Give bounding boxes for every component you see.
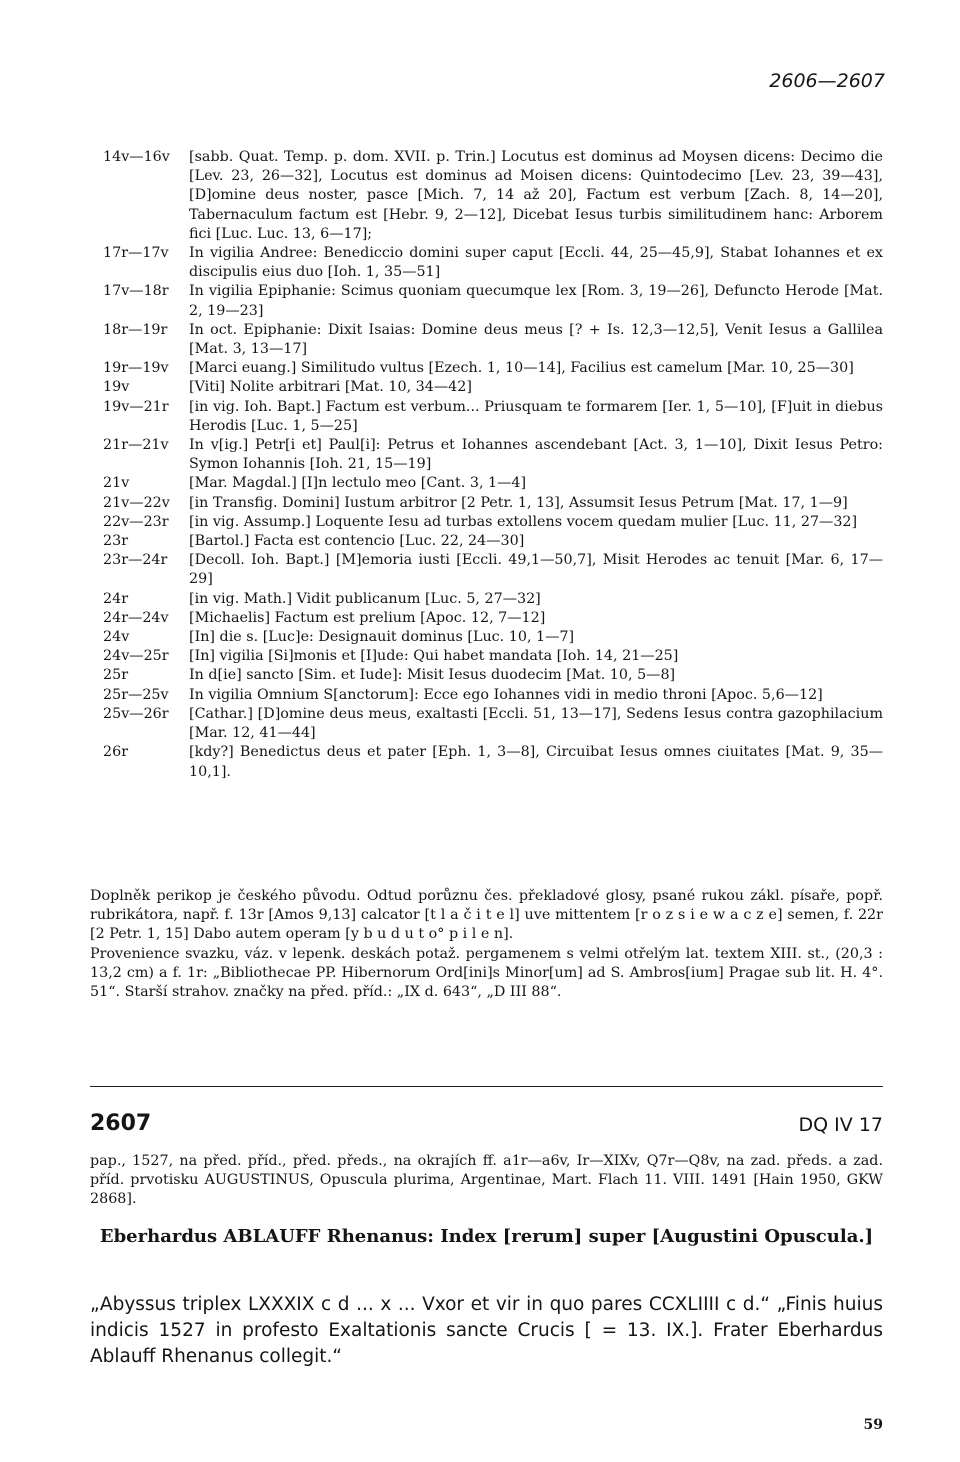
pericope-entry: [103, 321, 883, 359]
pericope-text: [Marci euang.] Similitudo vultus [Ezech. 1, 10—14], Facilius est camelum [Mar. 10, 25—30]: [189, 360, 854, 377]
pericope-entry: [103, 244, 883, 282]
pericope-entry: [103, 532, 883, 551]
pericope-entry: [103, 666, 883, 685]
pericope-entry: [103, 647, 883, 666]
provenance-note: Provenience svazku, váz. v lepenk. deskách potaž. pergamenem s velmi otřelým lat. textem XIII. st., (20,3 : 13,2 cm) a f. 1r: „Bibliothecae PP. Hibernorum Ord[ini]s Minor[um] ad S. Ambros[ium] Pragae sub lit. H. 4°. 51“. Starší strahov. značky na před. příd.: „IX d. 643“, „D III 88“.: [90, 945, 883, 1001]
folio-range: 21v—22v: [103, 494, 170, 511]
pericope-text: [in vig. Math.] Vidit publicanum [Luc. 5, 27—32]: [189, 590, 541, 607]
folio-range: 24r: [103, 590, 129, 607]
pericope-entry: [103, 436, 883, 474]
pericope-list: [103, 148, 883, 782]
pericope-entry: [103, 378, 883, 397]
pericope-entry: [103, 398, 883, 436]
pericope-entry: [103, 705, 883, 743]
folio-range: 19v—21r: [103, 398, 169, 415]
record-number: 2607: [90, 1111, 152, 1136]
folio-range: 14v—16v: [103, 149, 170, 165]
folio-range: 21r—21v: [103, 437, 169, 454]
pericope-text: [in Transfig. Domini] Iustum arbitror [2 Petr. 1, 13], Assumsit Iesus Petrum [Mat. 17, 1—9]: [189, 494, 848, 511]
folio-range: 23r—24r: [103, 552, 168, 569]
pericope-text: [sabb. Quat. Temp. p. dom. XVII. p. Trin.] Locutus est dominus ad Moysen dicens: Decimo die [Lev. 23, 26—32], Locutus est dominus ad Moisen dicens: Quintodecimo [Lev. 23, 39—43], [D]omine deus noster, pasce [Mich. 7, 14 až 20], Factum est verbum [Zach. 8, 14—20], Tabernaculum factum est [Hebr. 9, 2—12], Dicebat Iesus turbis similitudinem hanc: Arborem fici [Luc. Luc. 13, 6—17];: [189, 149, 883, 242]
folio-range: 24v: [103, 629, 130, 646]
incipit-text: „Abyssus triplex LXXXIX c d ... x ... Vxor et vir in quo pares CCXLIIII c d.“ „Finis huius indicis 1527 in profesto Exaltationis sancte Crucis [ = 13. IX.]. Frater Eberhardus Ablauff Rhenanus collegit.“: [90, 1294, 883, 1367]
folio-range: 17r—17v: [103, 245, 169, 262]
pericope-entry: [103, 628, 883, 647]
pericope-text: [In] vigilia [Si]monis et [I]ude: Qui habet mandata [Ioh. 14, 21—25]: [189, 648, 679, 665]
notes-section: [90, 887, 883, 1002]
pericope-text: [kdy?] Benedictus deus et pater [Eph. 1, 3—8], Circuibat Iesus omnes ciuitates [Mat. 9, 35—10,1].: [189, 744, 883, 780]
pericope-entry: [103, 359, 883, 378]
pericope-entry: [103, 282, 883, 320]
folio-range: 18r—19r: [103, 321, 168, 338]
pericope-text: In v[ig.] Petr[i et] Paul[i]: Petrus et Iohannes ascendebant [Act. 3, 1—10], Dixit Iesus Petro: Symon Iohannis [Ioh. 21, 15—19]: [189, 437, 883, 473]
pericope-entry: [103, 686, 883, 705]
physical-description: pap., 1527, na před. příd., před. předs., na okrajích ff. a1r—a6v, Ir—XIXv, Q7r—Q8v, na zad. předs. a zad. příd. prvotisku AUGUSTINUS, Opuscula plurima, Argentinae, Mart. Flach 11. VIII. 1491 [Hain 1950, GKW 2868].: [90, 1153, 883, 1208]
pericope-text: [Mar. Magdal.] [I]n lectulo meo [Cant. 3, 1—4]: [189, 475, 527, 492]
page-number: 59: [863, 1417, 883, 1433]
pericope-entry: [103, 590, 883, 609]
pericope-text: [in vig. Ioh. Bapt.] Factum est verbum... Priusquam te formarem [Ier. 1, 5—10], [F]uit in diebus Herodis [Luc. 1, 5—25]: [189, 398, 883, 434]
pericope-text: In d[ie] sancto [Sim. et Iude]: Misit Iesus duodecim [Mat. 10, 5—8]: [189, 667, 676, 684]
folio-range: 17v—18r: [103, 283, 169, 300]
section-divider: [90, 1086, 883, 1087]
pericope-entry: [103, 743, 883, 781]
running-head: 2606—2607: [769, 70, 885, 92]
pericope-text: [Michaelis] Factum est prelium [Apoc. 12, 7—12]: [189, 609, 546, 626]
folio-range: 25r—25v: [103, 686, 169, 703]
folio-range: 25r: [103, 667, 129, 684]
pericope-entry: [103, 513, 883, 532]
pericope-text: [Bartol.] Facta est contencio [Luc. 22, 24—30]: [189, 533, 525, 550]
folio-range: 25v—26r: [103, 705, 169, 722]
pericope-text: In vigilia Omnium S[anctorum]: Ecce ego Iohannes vidi in medio throni [Apoc. 5,6—12]: [189, 686, 823, 703]
pericope-text: In vigilia Andree: Benediccio domini super caput [Eccli. 44, 25—45,9], Stabat Iohannes et ex discipulis eius duo [Ioh. 1, 35—51]: [189, 245, 883, 281]
folio-range: 21v: [103, 475, 130, 492]
pericope-text: [Viti] Nolite arbitrari [Mat. 10, 34—42]: [189, 379, 472, 396]
folio-range: 22v—23r: [103, 513, 169, 530]
pericope-text: [In] die s. [Luc]e: Designauit dominus [Luc. 10, 1—7]: [189, 629, 575, 646]
folio-range: 23r: [103, 533, 129, 550]
folio-range: 19r—19v: [103, 360, 169, 377]
shelf-signature: DQ IV 17: [798, 1114, 883, 1136]
pericope-text: In oct. Epiphanie: Dixit Isaias: Domine deus meus [? + Is. 12,3—12,5], Venit Iesus a Gallilea [Mat. 3, 13—17]: [189, 321, 883, 358]
folio-range: 24v—25r: [103, 648, 169, 665]
pericope-text: [Cathar.] [D]omine deus meus, exaltasti [Eccli. 51, 13—17], Sedens Iesus contra gazophilacium [Mar. 12, 41—44]: [189, 705, 883, 742]
pericope-text: [Decoll. Ioh. Bapt.] [M]emoria iusti [Eccli. 49,1—50,7], Misit Herodes ac tenuit [Mar. 6, 17—29]: [189, 552, 883, 588]
pericope-text: [in vig. Assump.] Loquente Iesu ad turbas extollens vocem quedam mulier [Luc. 11, 27—32]: [189, 513, 858, 530]
folio-range: 19v: [103, 379, 130, 396]
pericope-entry: [103, 551, 883, 589]
pericope-entry: [103, 148, 883, 244]
work-title: Eberhardus ABLAUFF Rhenanus: Index [rerum] super [Augustini Opuscula.]: [99, 1226, 874, 1247]
pericope-entry: [103, 474, 883, 493]
folio-range: 24r—24v: [103, 609, 169, 626]
pericope-text: In vigilia Epiphanie: Scimus quoniam quecumque lex [Rom. 3, 19—26], Defuncto Herode [Mat. 2, 19—23]: [189, 283, 883, 319]
pericope-entry: [103, 609, 883, 628]
gloss-note: Doplněk perikop je českého původu. Odtud porůznu čes. překladové glosy, psané rukou zákl. písaře, popř. rubrikátora, např. f. 13r [Amos 9,13] calcator [t l a č i t e l] uve mittentem [r o z s i e w a c z e] semen, f. 22r [2 Petr. 1, 15] Dabo autem operam [y b u d u t o° p i l e n].: [90, 888, 883, 943]
pericope-entry: [103, 494, 883, 513]
folio-range: 26r: [103, 744, 129, 761]
